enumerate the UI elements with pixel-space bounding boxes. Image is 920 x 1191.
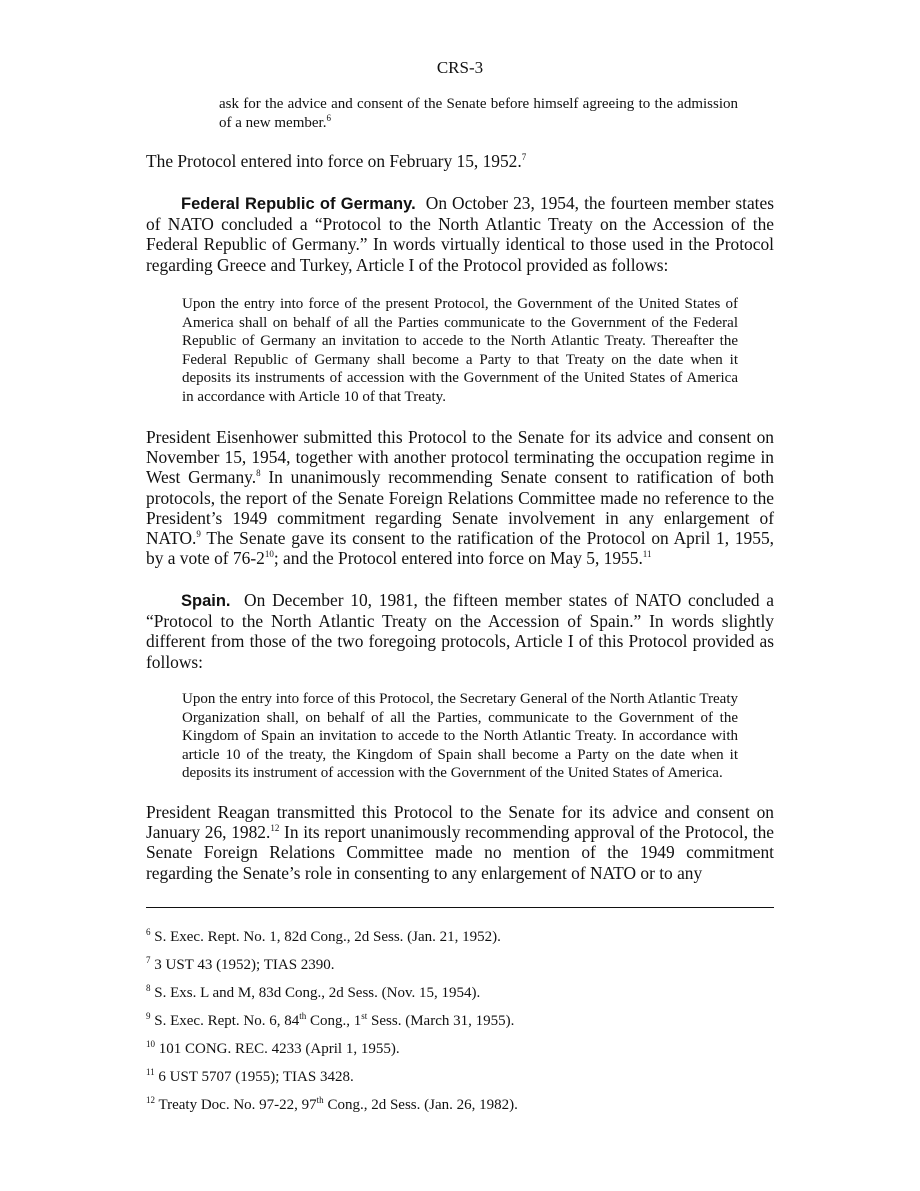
paragraph-text: In unanimously recommending Senate consent to ratification of both protocols, the report of the Senate Foreign Relations Committee made no reference to the President’s 1949 commitment regarding Senate involvement in any enlargement of NATO.: [146, 467, 774, 549]
footnote-text: S. Exec. Rept. No. 1, 82d Cong., 2d Sess. (Jan. 21, 1952).: [150, 929, 501, 945]
paragraph-text: In its report unanimously recommending approval of the Protocol, the Senate Foreign Relations Committee made no mention of the 1949 commitment regarding the Senate’s role in consenting to any enlargement of NATO or to any: [146, 822, 774, 883]
footnote-ref[interactable]: 8: [256, 468, 261, 479]
paragraph-text: President Eisenhower submitted this Protocol to the Senate for its advice and consent on November 15, 1954, together with another protocol terminating the occupation regime in West Germany.: [146, 427, 774, 488]
footnote-number: 12: [146, 1095, 155, 1105]
footnote-ref[interactable]: 6: [326, 112, 331, 123]
paragraph-protocol-force: [146, 151, 774, 171]
footnote-text: Sess. (March 31, 1955).: [367, 1013, 515, 1029]
paragraph-text: On October 23, 1954, the fourteen member states of NATO concluded a “Protocol to the North Atlantic Treaty on the Accession of the Federal Republic of Germany.” In words virtually identical to those used in the Protocol regarding Greece and Turkey, Article I of the Protocol provided as follows:: [146, 193, 774, 275]
footnote-number: 8: [146, 983, 151, 993]
paragraph-text: President Reagan transmitted this Protocol to the Senate for its advice and consent on January 26, 1982.: [146, 802, 774, 843]
ordinal-suffix: st: [361, 1011, 368, 1021]
footnote-10: [146, 1038, 774, 1066]
paragraph-germany-intro: [146, 193, 774, 275]
footnote-7: [146, 954, 774, 982]
footnote-ref[interactable]: 9: [196, 529, 201, 540]
block-quote-spain: Upon the entry into force of this Protocol, the Secretary General of the North Atlantic Treaty Organization shall, on behalf of all the Parties, communicate to the Government of the Kingdom of Spain an invitation to accede to the North Atlantic Treaty. In accordance with article 10 of the treaty, the Kingdom of Spain shall become a Party on the date when it deposits its instrument of accession with the Government of the United States of America.: [182, 691, 738, 782]
page-header: CRS-3: [436, 58, 484, 77]
footnote-text: S. Exec. Rept. No. 6, 84: [150, 1013, 300, 1029]
ordinal-suffix: th: [299, 1011, 307, 1021]
footnote-text: 3 UST 43 (1952); TIAS 2390.: [150, 957, 335, 973]
ordinal-suffix: th: [316, 1095, 324, 1105]
footnote-6: [146, 926, 774, 954]
footnote-text: 6 UST 5707 (1955); TIAS 3428.: [154, 1069, 354, 1085]
footnote-ref[interactable]: 7: [521, 152, 527, 163]
footnote-8: [146, 982, 774, 1010]
footnotes: [146, 926, 774, 1122]
footnote-ref[interactable]: 11: [642, 549, 652, 560]
paragraph-spain-intro: [146, 590, 774, 672]
block-quote-germany: Upon the entry into force of the present Protocol, the Government of the United States of America shall on behalf of all the Parties communicate to the Government of the Federal Republic of Germany an invitation to accede to the North Atlantic Treaty. Thereafter the Federal Republic of Germany shall become a Party to that Treaty on the date when it deposits its instruments of accession with the Government of the United States of America in accordance with Article 10 of that Treaty.: [182, 296, 738, 405]
footnote-number: 11: [146, 1067, 155, 1077]
footnote-number: 7: [146, 955, 151, 965]
paragraph-germany-ratification: [146, 427, 774, 568]
footnote-text: Cong., 2d Sess. (Jan. 26, 1982).: [323, 1097, 518, 1113]
section-heading-germany: Federal Republic of Germany.: [181, 195, 416, 213]
paragraph-spain-ratification: [146, 802, 774, 883]
footnote-text: 101 CONG. REC. 4233 (April 1, 1955).: [155, 1041, 400, 1057]
paragraph-text: On December 10, 1981, the fifteen member states of NATO concluded a “Protocol to the North Atlantic Treaty on the Accession of Spain.” In words slightly different from those of the two foregoing protocols, Article I of this Protocol provided as follows:: [146, 590, 774, 672]
footnote-number: 6: [146, 927, 151, 937]
footnote-ref[interactable]: 10: [264, 549, 274, 560]
quote-text: ask for the advice and consent of the Senate before himself agreeing to the admission of a new member.: [219, 96, 738, 131]
footnote-11: [146, 1066, 774, 1094]
footnote-divider: [146, 907, 774, 908]
footnote-12: [146, 1094, 774, 1122]
footnote-text: Treaty Doc. No. 97-22, 97: [155, 1097, 317, 1113]
paragraph-text: ; and the Protocol entered into force on May 5, 1955.: [273, 548, 643, 569]
footnote-text: Cong., 1: [306, 1013, 362, 1029]
footnote-ref[interactable]: 12: [270, 823, 280, 834]
footnote-text: S. Exs. L and M, 83d Cong., 2d Sess. (Nov. 15, 1954).: [150, 985, 481, 1001]
footnote-9: [146, 1010, 774, 1038]
section-heading-spain: Spain.: [181, 592, 231, 610]
footnote-number: 9: [146, 1011, 151, 1021]
paragraph-text: The Senate gave its consent to the ratification of the Protocol on April 1, 1955, by a vote of 76-2: [146, 528, 774, 569]
block-quote-continued: [219, 95, 738, 132]
footnote-number: 10: [146, 1039, 155, 1049]
paragraph-text: The Protocol entered into force on February 15, 1952.: [146, 151, 522, 171]
